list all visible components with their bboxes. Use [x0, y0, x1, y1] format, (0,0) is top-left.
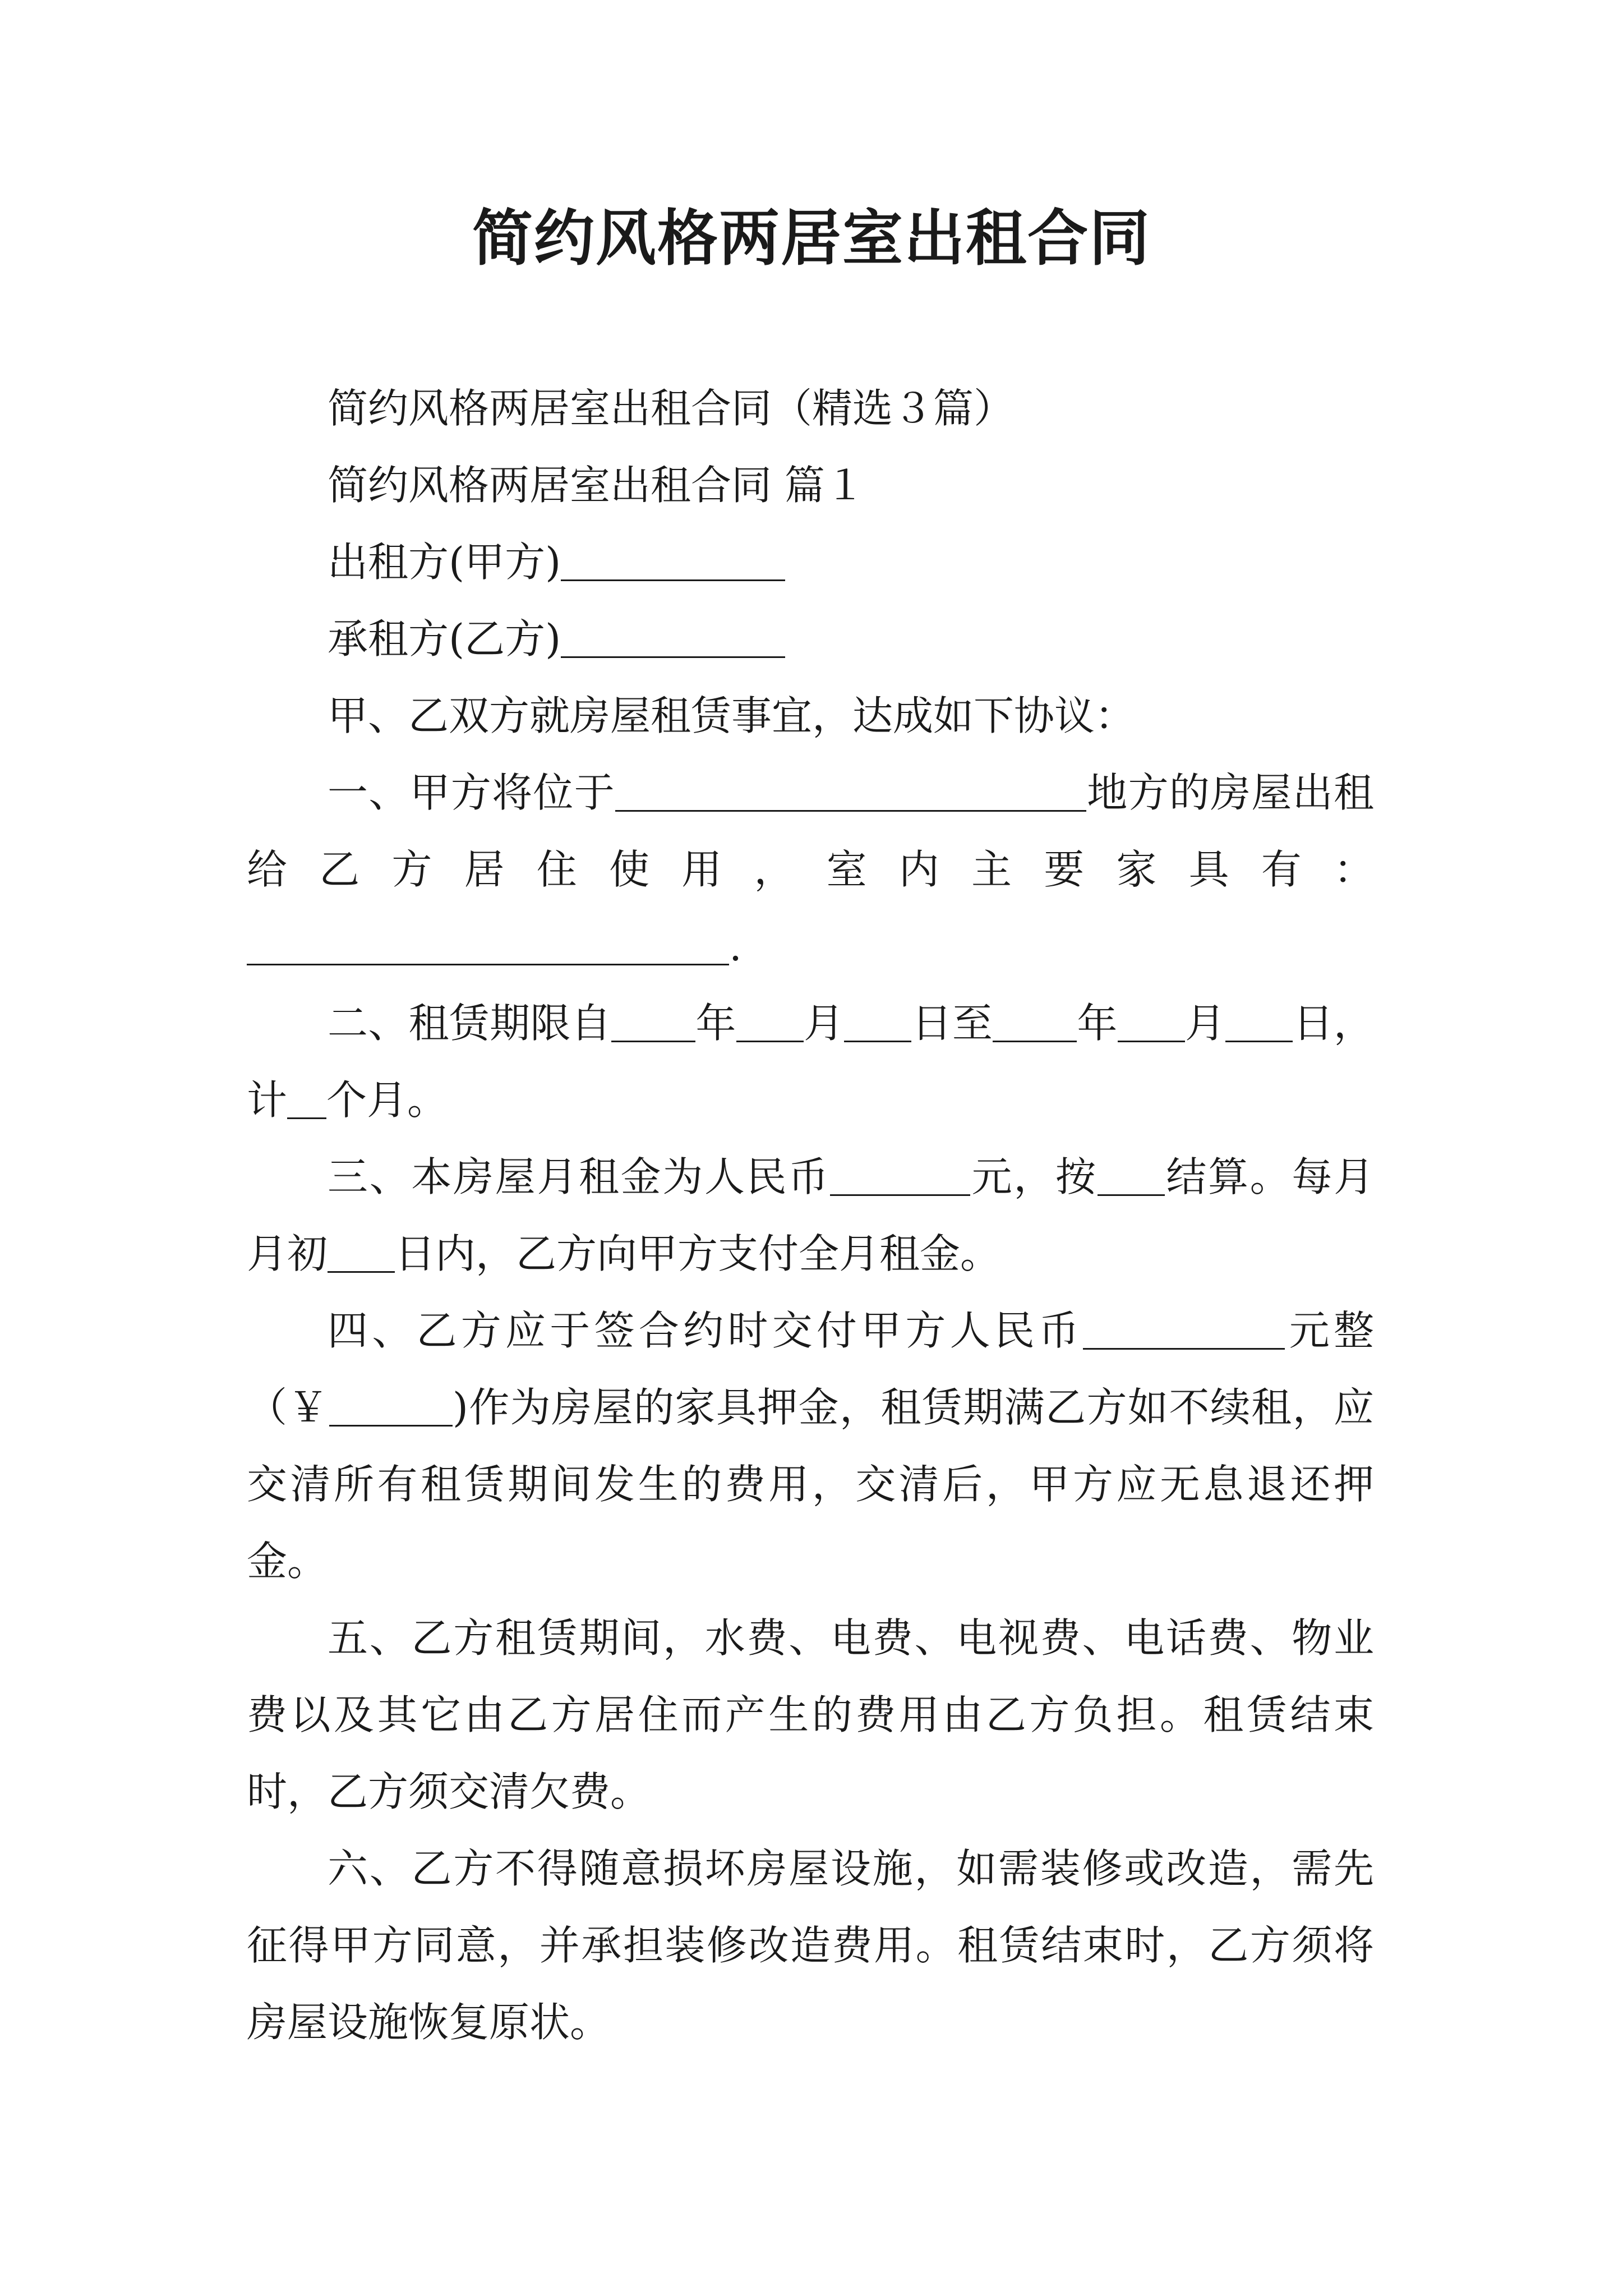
end-month-blank	[1118, 1000, 1185, 1042]
document-title: 简约风格两居室出租合同	[472, 203, 1151, 274]
lessor-line	[247, 524, 1374, 601]
intro-line: 甲、乙双方就房屋租赁事宜，达成如下协议：	[328, 692, 1136, 739]
clause-2-year-2: 年	[1077, 1000, 1118, 1047]
clause-2-day-1: 日至	[911, 1000, 993, 1047]
clause-2	[247, 985, 1374, 1139]
clause-2-month-1: 月	[803, 1000, 845, 1047]
section-heading: 简约风格两居室出租合同 篇１	[328, 462, 865, 509]
end-day-blank	[1225, 1000, 1293, 1042]
start-month-blank	[736, 1000, 804, 1042]
settlement-blank	[1098, 1154, 1165, 1196]
clause-1	[247, 754, 1374, 985]
deposit-figure-blank	[329, 1384, 453, 1427]
clause-2-year-1: 年	[695, 1000, 736, 1047]
furniture-blank	[247, 923, 729, 965]
monthly-rent-blank	[830, 1154, 970, 1196]
start-day-blank	[844, 1000, 911, 1042]
clause-2-day-2: 日，计	[247, 1000, 1374, 1124]
lessee-line	[247, 601, 1374, 678]
clause-3-text-b: 元，按	[970, 1153, 1098, 1200]
lessee-blank	[561, 616, 785, 658]
clause-2-end: 个月。	[326, 1076, 448, 1124]
end-year-blank	[993, 1000, 1077, 1042]
clause-2-text-a: 二、租赁期限自	[328, 1000, 612, 1047]
clause-4-text-b: 元整（￥	[247, 1307, 1374, 1431]
clause-3-text-c: 结算。每月月初	[247, 1153, 1374, 1277]
lessor-label: 出租方(甲方)	[328, 539, 561, 586]
clause-4-text-a: 四、乙方应于签合约时交付甲方人民币	[328, 1307, 1083, 1354]
clause-4-text-c: )作为房屋的家具押金，租赁期满乙方如不续租，应交清所有租赁期间发生的费用，交清后，甲方应无息退还押金。	[247, 1384, 1374, 1585]
address-blank	[615, 770, 1086, 812]
start-year-blank	[611, 1000, 695, 1042]
clause-3	[247, 1139, 1374, 1292]
clause-3-text-a: 三、本房屋月租金为人民币	[328, 1153, 830, 1200]
clause-2-month-2: 月	[1184, 1000, 1226, 1047]
clause-3-text-d: 日内，乙方向甲方支付全月租金。	[395, 1230, 1001, 1277]
clause-5: 五、乙方租赁期间，水费、电费、电视费、电话费、物业费以及其它由乙方居住而产生的费用由乙方负担。租赁结束时，乙方须交清欠费。	[247, 1614, 1374, 1815]
clause-6: 六、乙方不得随意损坏房屋设施，如需装修或改造，需先征得甲方同意，并承担装修改造费用。租赁结束时，乙方须将房屋设施恢复原状。	[247, 1845, 1374, 2046]
subtitle-line: 简约风格两居室出租合同（精选３篇）	[328, 385, 1015, 432]
lessee-label: 承租方(乙方)	[328, 615, 561, 662]
lessor-blank	[561, 539, 785, 581]
clause-4	[247, 1292, 1374, 1600]
months-count-blank	[287, 1077, 326, 1119]
payment-day-blank	[328, 1231, 395, 1273]
clause-1-text-b: 地方的房屋出租给乙方居住使用，室内主要家具有：	[247, 769, 1374, 893]
deposit-amount-blank	[1083, 1308, 1285, 1350]
document-body	[247, 370, 1374, 2061]
clause-1-text-c: .	[729, 923, 742, 970]
clause-1-text-a: 一、甲方将位于	[328, 769, 615, 816]
